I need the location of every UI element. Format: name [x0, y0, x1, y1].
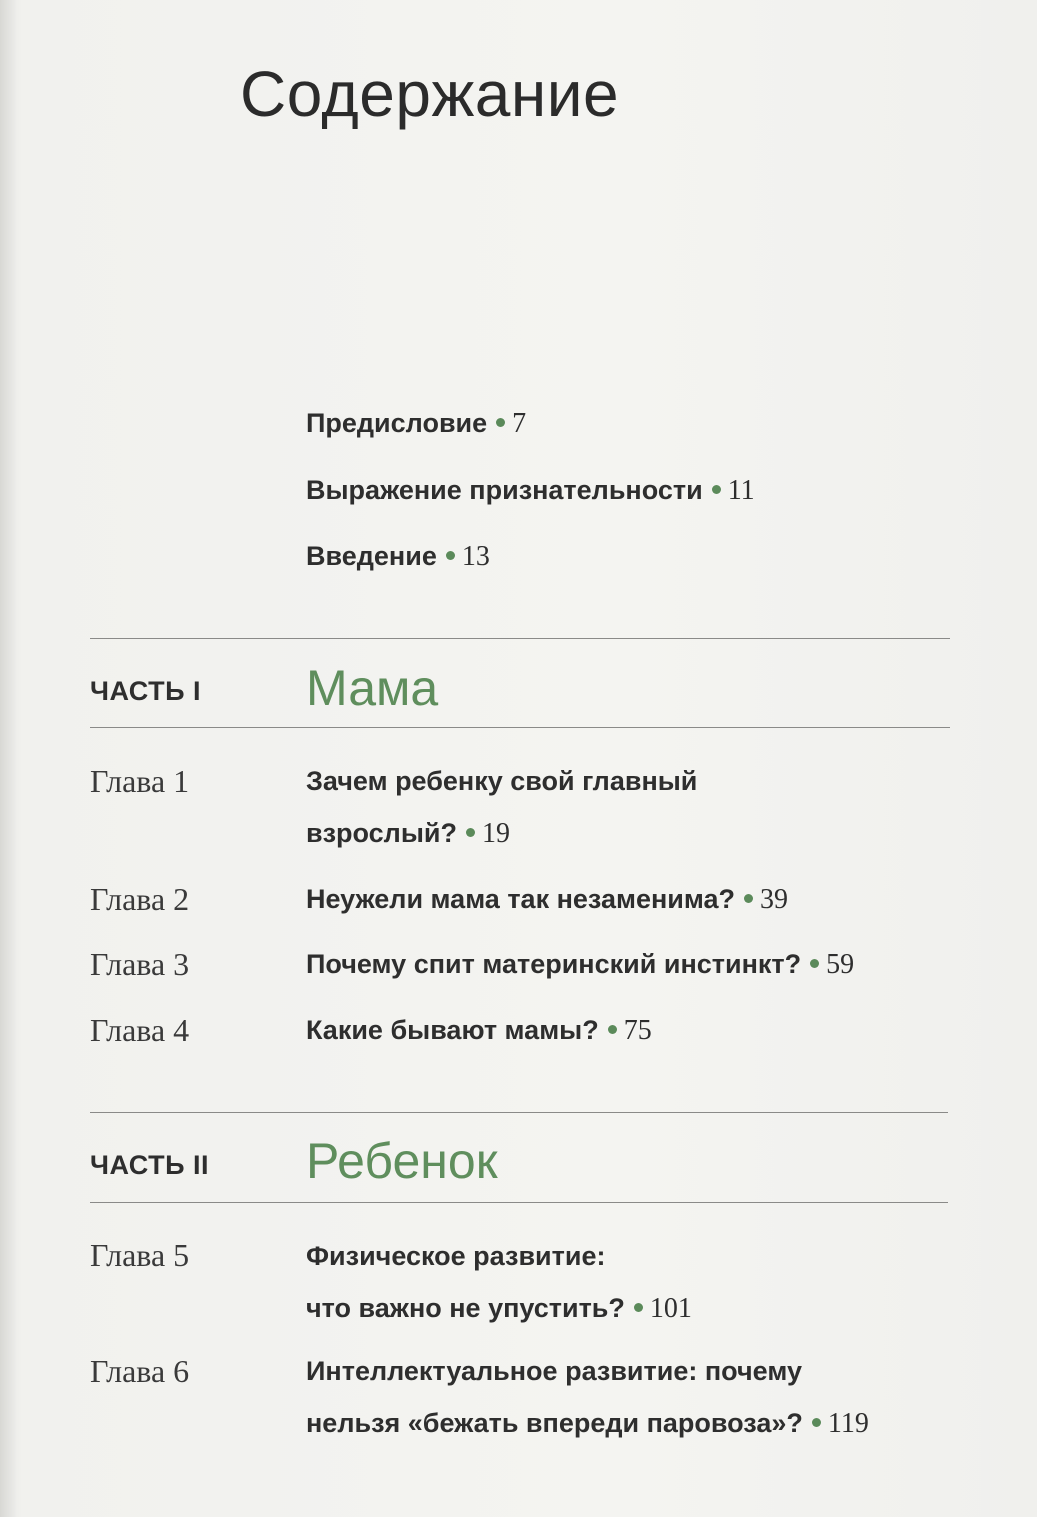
page-title: Содержание: [240, 58, 620, 130]
chapter-label: Глава 1: [90, 763, 190, 799]
toc-page-number: 119: [827, 1408, 869, 1439]
toc-entry-preface[interactable]: [306, 410, 526, 438]
chapter-title-line: Какие бывают мамы?: [306, 1015, 599, 1045]
toc-page-number: 13: [461, 541, 490, 572]
toc-page-number: 19: [481, 818, 510, 849]
toc-page-number: 75: [623, 1015, 652, 1046]
bullet-dot-icon: [446, 551, 455, 560]
toc-page-number: 59: [826, 949, 855, 980]
chapter-label: Глава 3: [90, 946, 190, 982]
bullet-dot-icon: [744, 894, 753, 903]
bullet-dot-icon: [812, 1418, 821, 1427]
page-binding-edge: [0, 0, 16, 1517]
toc-page-number: 11: [727, 475, 755, 506]
chapter-label: Глава 4: [90, 1012, 190, 1048]
toc-entry-chapter-5-cont[interactable]: [306, 1295, 692, 1323]
bullet-dot-icon: [608, 1025, 617, 1034]
toc-entry-chapter-6[interactable]: [306, 1358, 802, 1385]
toc-entry-introduction[interactable]: [306, 543, 490, 571]
toc-entry-label: Предисловие: [306, 408, 488, 438]
chapter-title-line: Физическое развитие:: [306, 1241, 606, 1271]
toc-entry-chapter-5[interactable]: [306, 1243, 605, 1270]
toc-entry-acknowledgements[interactable]: [306, 477, 755, 505]
bullet-dot-icon: [634, 1303, 643, 1312]
section-divider: [90, 1112, 948, 1113]
section-divider: [90, 727, 950, 728]
chapter-title-line: нельзя «бежать впереди паровоза»?: [306, 1408, 803, 1438]
toc-entry-chapter-2[interactable]: [306, 886, 788, 914]
toc-entry-chapter-6-cont[interactable]: [306, 1410, 869, 1438]
toc-page-number: 101: [649, 1293, 692, 1324]
toc-page-number: 39: [760, 884, 789, 915]
toc-page-number: 7: [512, 408, 527, 439]
toc-entry-chapter-1[interactable]: [306, 768, 697, 795]
bullet-dot-icon: [466, 828, 475, 837]
chapter-title-line: что важно не упустить?: [306, 1293, 625, 1323]
toc-entry-label: Введение: [306, 541, 437, 571]
part-label: ЧАСТЬ I: [90, 676, 202, 706]
section-divider: [90, 638, 950, 639]
chapter-label: Глава 6: [90, 1353, 190, 1389]
chapter-title-line: Интеллектуальное развитие: почему: [306, 1356, 802, 1386]
chapter-title-line: взрослый?: [306, 818, 457, 848]
chapter-title-line: Зачем ребенку свой главный: [306, 766, 698, 796]
part-label: ЧАСТЬ II: [90, 1150, 210, 1180]
chapter-label: Глава 2: [90, 881, 190, 917]
part-title[interactable]: Мама: [306, 660, 439, 716]
chapter-title-line: Неужели мама так незаменима?: [306, 884, 736, 914]
section-divider: [90, 1202, 948, 1203]
bullet-dot-icon: [810, 959, 819, 968]
chapter-label: Глава 5: [90, 1237, 190, 1273]
chapter-title-line: Почему спит материнский инстинкт?: [306, 949, 802, 979]
toc-entry-chapter-3[interactable]: [306, 951, 854, 979]
toc-entry-label: Выражение признательности: [306, 475, 703, 505]
toc-entry-chapter-1-cont[interactable]: [306, 820, 510, 848]
toc-entry-chapter-4[interactable]: [306, 1017, 652, 1045]
part-title[interactable]: Ребенок: [306, 1133, 498, 1189]
bullet-dot-icon: [712, 485, 721, 494]
bullet-dot-icon: [496, 418, 505, 427]
